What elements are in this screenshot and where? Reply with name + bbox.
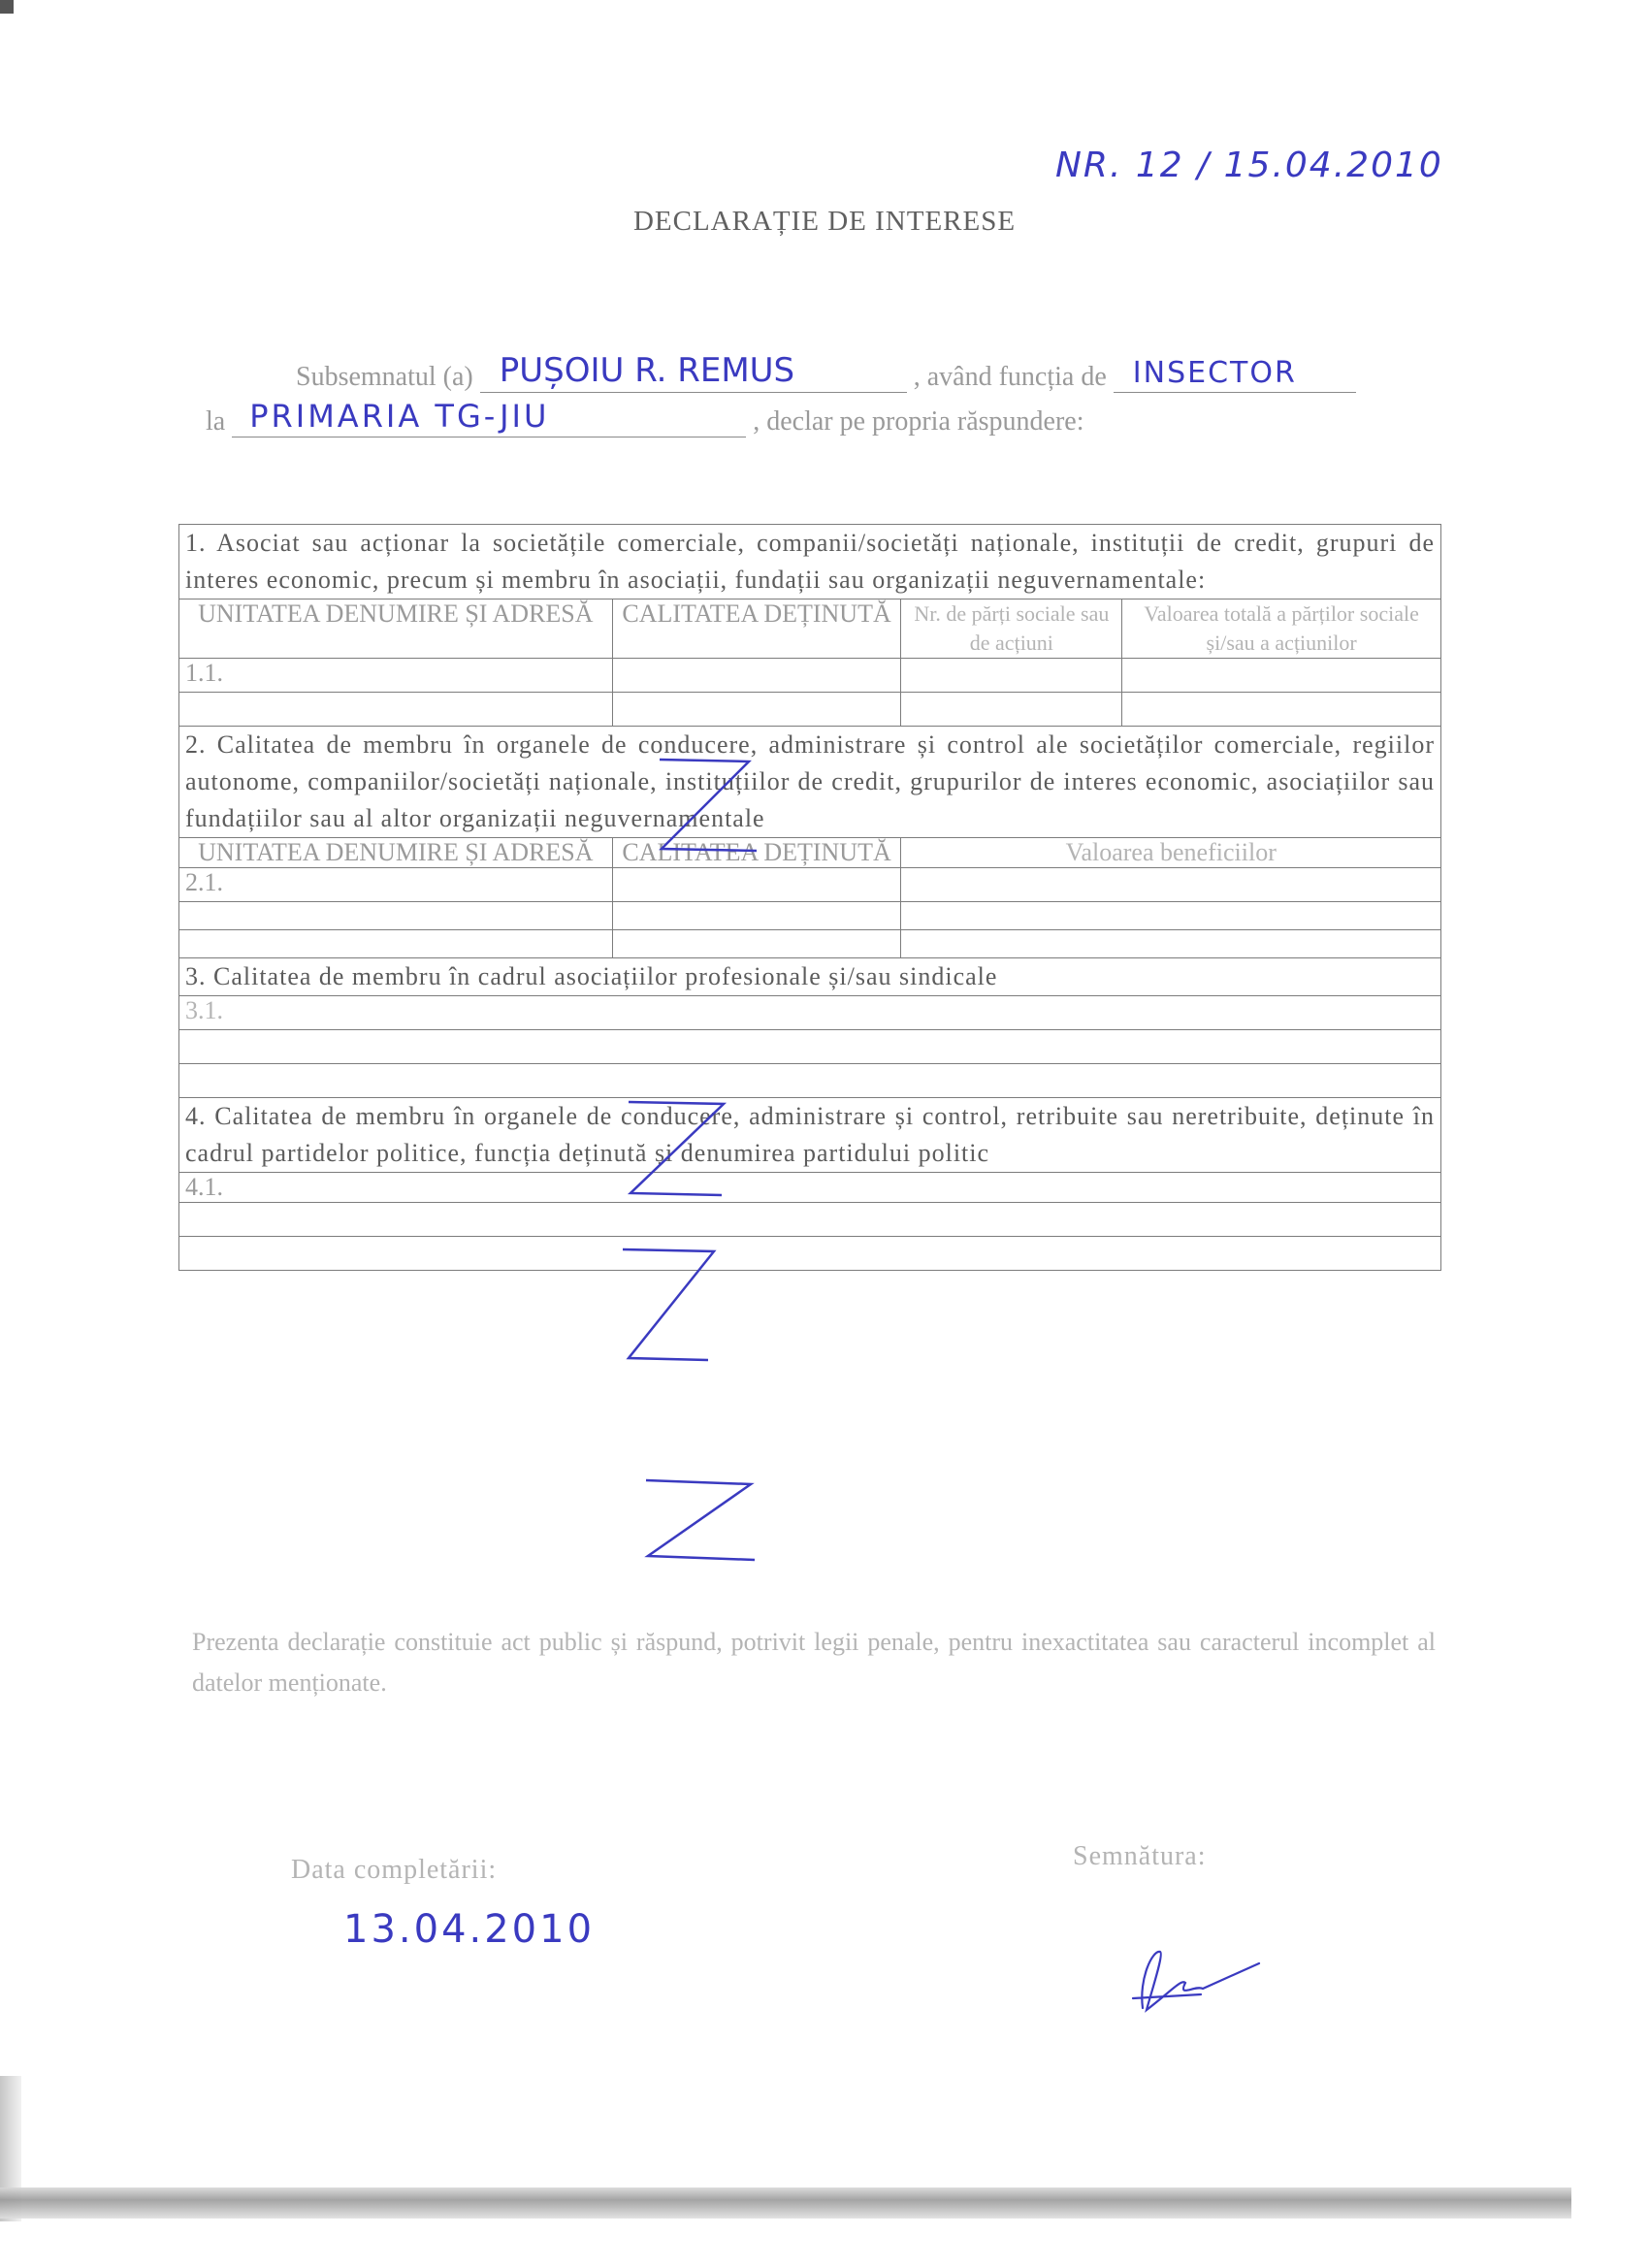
intro-mid: , având funcția de bbox=[913, 362, 1107, 392]
intro-prefix-2: la bbox=[206, 406, 226, 437]
s2-col-value: Valoarea beneficiilor bbox=[901, 838, 1441, 868]
section-1-title: 1. Asociat sau acționar la societățile comerciale, companii/societăți naționale, instituții de credit, grupuri de interes economic, precum și membru în asociații, fundații sau organizații neguvernamentale: bbox=[179, 525, 1441, 599]
s1-cell-quality bbox=[612, 659, 901, 693]
section-3-title: 3. Calitatea de membru în cadrul asociațiilor profesionale și/sau sindicale bbox=[179, 958, 1441, 996]
date-value: 13.04.2010 bbox=[343, 1907, 596, 1952]
declaration-table bbox=[178, 524, 1441, 1271]
intro-line-1 bbox=[296, 351, 1356, 393]
s1-cell-parts bbox=[901, 659, 1122, 693]
s1-cell-value bbox=[1122, 659, 1441, 693]
name-value: PUȘOIU R. REMUS bbox=[499, 351, 795, 390]
s1-col-parts: Nr. de părți sociale sau de acțiuni bbox=[901, 599, 1122, 659]
z-strike-section-4 bbox=[638, 1474, 764, 1571]
document-number: NR. 12 / 15.04.2010 bbox=[1055, 146, 1443, 185]
intro-line-2 bbox=[206, 398, 1084, 437]
legal-note: Prezenta declarație constituie act public și răspund, potrivit legii penale, pentru inexactitatea sau caracterul incomplet al datelor menționate. bbox=[192, 1628, 1436, 1697]
z-strike-section-3 bbox=[611, 1244, 728, 1370]
signature-label: Semnătura: bbox=[1073, 1841, 1207, 1871]
z-strike-section-2 bbox=[619, 1096, 735, 1203]
s1-col-value: Valoarea totală a părților sociale și/sau a acțiunilor bbox=[1122, 599, 1441, 659]
section-4-title: 4. Calitatea de membru în organele de conducere, administrare și control, retribuite sau neretribuite, deținute în cadrul partidelor politice, funcția deținută și denumirea partidului politic bbox=[179, 1098, 1441, 1173]
intro-suffix: , declar pe propria răspundere: bbox=[753, 406, 1084, 437]
scan-corner-mark bbox=[0, 0, 14, 14]
s4-row-label: 4.1. bbox=[179, 1173, 1441, 1203]
s1-col-unit: UNITATEA DENUMIRE ȘI ADRESĂ bbox=[179, 599, 613, 659]
s3-row-label: 3.1. bbox=[179, 996, 1441, 1030]
scan-bottom-band bbox=[0, 2187, 1571, 2219]
handwritten-signature bbox=[1114, 1940, 1278, 2027]
s2-col-quality: CALITATEA DEȚINUTĂ bbox=[612, 838, 901, 868]
function-field bbox=[1114, 356, 1356, 393]
institution-value: PRIMARIA TG-JIU bbox=[249, 398, 550, 435]
s1-col-quality: CALITATEA DEȚINUTĂ bbox=[612, 599, 901, 659]
name-field bbox=[480, 351, 907, 393]
s2-col-unit: UNITATEA DENUMIRE ȘI ADRESĂ bbox=[179, 838, 613, 868]
section-2-title: 2. Calitatea de membru în organele de conducere, administrare și control ale societăților comerciale, regiilor autonome, companiilor/societăți naționale, instituțiilor de credit, grupurilor de interes economic, asociațiilor sau fundațiilor sau al altor organizații neguvernamentale bbox=[179, 727, 1441, 838]
s2-row-label: 2.1. bbox=[179, 868, 613, 902]
function-value: INSECTOR bbox=[1132, 356, 1297, 390]
date-label: Data completării: bbox=[291, 1855, 498, 1885]
institution-field bbox=[232, 398, 746, 437]
page-title: DECLARAȚIE DE INTERESE bbox=[632, 206, 1017, 237]
z-strike-section-1 bbox=[652, 752, 768, 859]
intro-prefix: Subsemnatul (a) bbox=[296, 362, 473, 392]
s1-row-label: 1.1. bbox=[179, 659, 613, 693]
